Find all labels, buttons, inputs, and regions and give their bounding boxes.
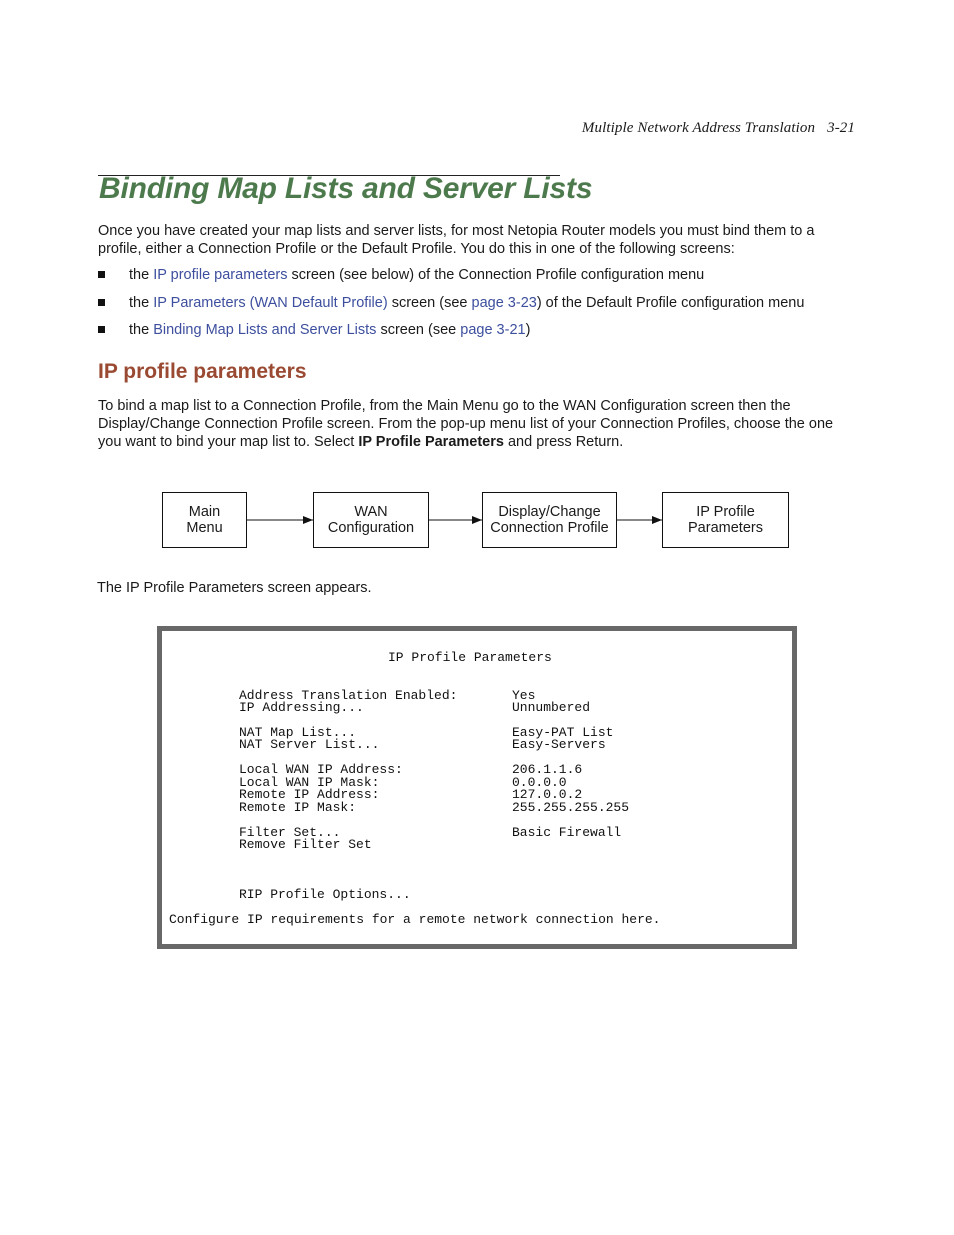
instructions-text: and press Return. xyxy=(503,434,624,450)
bullet-text: the xyxy=(129,322,154,338)
nat-map-list-label[interactable]: NAT Map List... xyxy=(239,725,357,740)
rip-profile-options-option[interactable]: RIP Profile Options... xyxy=(239,887,411,902)
page-ref-link[interactable]: page 3-23 xyxy=(471,294,537,311)
instructions-text: To bind a map list to a Connection Profile, from the Main Menu go to the WAN Configuration screen then the Display/Change Connection Profile screen. From the pop-up menu list of your Connection Profiles, choose the one you want to bind your map list to. Select xyxy=(98,398,834,450)
binding-map-lists-link[interactable]: Binding Map Lists and Server Lists xyxy=(153,322,377,338)
screen-caption: The IP Profile Parameters screen appears. xyxy=(97,580,372,596)
ip-addressing-value: Unnumbered xyxy=(512,700,591,715)
bullet-text: screen (see xyxy=(387,294,472,311)
terminal-screen xyxy=(157,626,797,949)
bullet-text: screen (see xyxy=(376,322,461,338)
local-wan-ip-address-value[interactable]: 206.1.1.6 xyxy=(512,762,583,777)
flow-box-ip-profile-parameters: IP Profile Parameters xyxy=(662,492,789,548)
filter-set-value: Basic Firewall xyxy=(512,825,622,840)
instructions-bold: IP Profile Parameters xyxy=(358,434,504,450)
remote-ip-address-value[interactable]: 127.0.0.2 xyxy=(512,787,583,802)
nat-server-list-value: Easy-Servers xyxy=(512,737,606,752)
ip-addressing-label[interactable]: IP Addressing... xyxy=(239,700,364,715)
bullet-text: the xyxy=(129,294,154,311)
ip-parameters-wan-default-link[interactable]: IP Parameters (WAN Default Profile) xyxy=(153,294,388,311)
flow-box-display-change-connection-profile: Display/Change Connection Profile xyxy=(482,492,617,548)
status-line: Configure IP requirements for a remote network connection here. xyxy=(169,912,661,927)
local-wan-ip-mask-label: Local WAN IP Mask: xyxy=(239,775,380,790)
page-number: 3-21 xyxy=(827,120,855,136)
bullet-text: the xyxy=(129,267,154,283)
bullet-text: ) of the Default Profile configuration menu xyxy=(536,294,805,311)
filter-set-label[interactable]: Filter Set... xyxy=(239,825,341,840)
flow-box-wan-configuration: WAN Configuration xyxy=(313,492,429,548)
local-wan-ip-address-label: Local WAN IP Address: xyxy=(239,762,403,777)
nat-map-list-value: Easy-PAT List xyxy=(512,725,614,740)
remote-ip-address-label: Remote IP Address: xyxy=(239,787,380,802)
address-translation-value[interactable]: Yes xyxy=(512,688,536,703)
remote-ip-mask-value[interactable]: 255.255.255.255 xyxy=(512,800,630,815)
local-wan-ip-mask-value[interactable]: 0.0.0.0 xyxy=(512,775,567,790)
remote-ip-mask-label: Remote IP Mask: xyxy=(239,800,357,815)
remove-filter-set-option[interactable]: Remove Filter Set xyxy=(239,837,372,852)
bullet-text: ) xyxy=(525,322,531,338)
ip-profile-parameters-link[interactable]: IP profile parameters xyxy=(153,267,288,283)
address-translation-label: Address Translation Enabled: xyxy=(239,688,458,703)
nat-server-list-label[interactable]: NAT Server List... xyxy=(239,737,380,752)
screen-title: IP Profile Parameters xyxy=(388,650,552,665)
flow-box-main-menu: Main Menu xyxy=(162,492,247,548)
running-title: Multiple Network Address Translation xyxy=(581,120,816,136)
section-title: Binding Map Lists and Server Lists xyxy=(99,172,593,205)
page-ref-link[interactable]: page 3-21 xyxy=(460,322,526,338)
subsection-title: IP profile parameters xyxy=(98,360,307,383)
intro-paragraph: Once you have created your map lists and server lists, for most Netopia Router models you must bind them to a profile, either a Connection Profile or the Default Profile. You do this in one of the following screens: xyxy=(98,223,815,257)
bullet-text: screen (see below) of the Connection Profile configuration menu xyxy=(287,267,705,283)
